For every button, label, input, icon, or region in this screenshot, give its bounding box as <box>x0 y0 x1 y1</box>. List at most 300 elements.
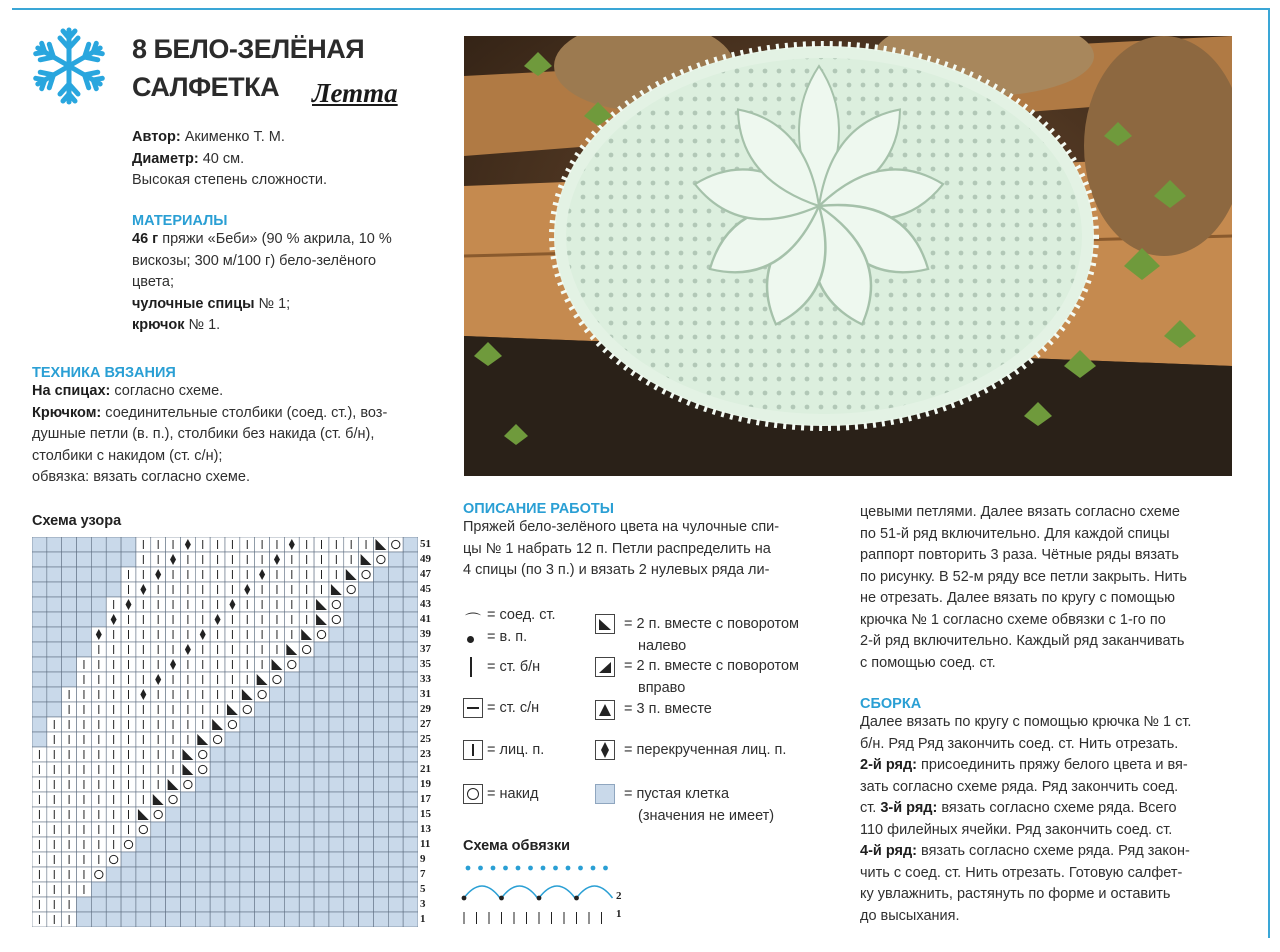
chart-cell <box>284 792 299 807</box>
chart-cell <box>344 642 359 657</box>
chart-cell <box>270 687 285 702</box>
chart-cell <box>270 792 285 807</box>
chart-cell <box>151 822 166 837</box>
chart-cell <box>403 897 418 912</box>
chart-row-number: 3 <box>420 898 426 910</box>
chart-cell <box>344 762 359 777</box>
edging-chain-mark <box>541 866 546 871</box>
legend-k2tog-right-2: вправо <box>638 680 686 696</box>
chart-cell <box>166 882 181 897</box>
chart-cell <box>47 657 62 672</box>
chart-cell <box>373 567 388 582</box>
chart-cell <box>388 747 403 762</box>
chart-cell <box>359 627 374 642</box>
chart-cell <box>388 627 403 642</box>
chart-cell <box>195 777 210 792</box>
chart-cell <box>240 747 255 762</box>
chart-cell <box>284 777 299 792</box>
chart-cell <box>195 852 210 867</box>
description-line-3: 4 спицы (по 3 п.) и вязать 2 нулевых ряда ли- <box>463 562 770 578</box>
chart-cell <box>284 672 299 687</box>
technique-hook-line-3: столбики с накидом (ст. с/н); <box>32 447 223 464</box>
chart-cell <box>388 717 403 732</box>
chart-cell <box>270 837 285 852</box>
chart-cell <box>195 837 210 852</box>
chart-cell <box>284 867 299 882</box>
chart-cell <box>359 912 374 927</box>
row4-line-4: до высыхания. <box>860 907 960 924</box>
chart-cell <box>180 822 195 837</box>
chart-cell <box>270 762 285 777</box>
chart-cell <box>255 822 270 837</box>
chart-cell <box>195 792 210 807</box>
chart-cell <box>62 612 77 627</box>
page-border-right <box>1268 8 1270 938</box>
chart-cell <box>344 867 359 882</box>
description-section <box>463 501 833 582</box>
chart-cell <box>47 672 62 687</box>
legend-double-crochet: = ст. с/н <box>487 700 540 716</box>
chart-cell <box>388 537 403 552</box>
chart-cell <box>388 732 403 747</box>
chart-cell <box>388 672 403 687</box>
chart-cell <box>255 687 270 702</box>
chart-cell <box>403 627 418 642</box>
chart-cell <box>106 852 121 867</box>
chart-cell <box>344 582 359 597</box>
technique-heading: ТЕХНИКА ВЯЗАНИЯ <box>32 365 176 381</box>
chart-row-number: 47 <box>420 568 431 580</box>
chart-cell <box>314 732 329 747</box>
chart-cell <box>195 762 210 777</box>
edging-chain-mark <box>503 866 508 871</box>
chart-cell <box>240 807 255 822</box>
chart-cell <box>359 837 374 852</box>
yarn-over-symbol <box>463 784 483 804</box>
chart-cell <box>403 807 418 822</box>
materials-heading: МАТЕРИАЛЫ <box>132 213 228 229</box>
chart-cell <box>344 747 359 762</box>
chart-cell <box>403 777 418 792</box>
chart-cell <box>359 882 374 897</box>
chart-cell <box>314 702 329 717</box>
chart-cell <box>136 882 151 897</box>
chart-cell <box>388 582 403 597</box>
chart-cell <box>373 612 388 627</box>
chain-symbol <box>467 636 474 643</box>
chart-cell <box>403 882 418 897</box>
chart-cell <box>373 672 388 687</box>
chart-cell <box>91 567 106 582</box>
chart-cell <box>373 687 388 702</box>
chart-cell <box>329 627 344 642</box>
chart-cell <box>373 777 388 792</box>
chart-cell <box>106 912 121 927</box>
chart-cell <box>240 732 255 747</box>
legend-slip-stitch: = соед. ст. <box>487 607 556 623</box>
row3-line-2: 110 филейных ячейки. Ряд закончить соед. ст. <box>860 821 1173 838</box>
chart-cell <box>329 837 344 852</box>
chart-cell <box>388 912 403 927</box>
technique-section <box>32 365 442 489</box>
chart-cell <box>77 642 92 657</box>
chart-cell <box>210 882 225 897</box>
legend-knit: = лиц. п. <box>487 742 545 758</box>
edging-chain-mark <box>466 866 471 871</box>
chart-cell <box>32 687 47 702</box>
chart-cell <box>388 822 403 837</box>
chart-cell <box>270 822 285 837</box>
chart-cell <box>255 852 270 867</box>
assembly-section <box>860 696 1226 927</box>
chart-cell <box>299 657 314 672</box>
pattern-chart <box>32 537 418 927</box>
chart-row-number: 1 <box>420 913 426 925</box>
chart-cell <box>106 552 121 567</box>
chart-cell <box>314 777 329 792</box>
chart-cell <box>151 852 166 867</box>
chart-row-number: 31 <box>420 688 431 700</box>
chart-cell <box>314 822 329 837</box>
chart-cell <box>373 642 388 657</box>
chart-cell <box>225 777 240 792</box>
chart-cell <box>77 537 92 552</box>
chart-cell <box>284 732 299 747</box>
chart-cell <box>270 852 285 867</box>
chart-cell <box>121 837 136 852</box>
chart-cell <box>225 867 240 882</box>
chart-cell <box>403 687 418 702</box>
edging-dot-mark <box>574 896 579 901</box>
chart-cell <box>344 807 359 822</box>
chart-cell <box>388 852 403 867</box>
single-crochet-symbol <box>470 657 472 677</box>
chart-cell <box>136 822 151 837</box>
chart-cell <box>344 657 359 672</box>
chart-cell <box>77 912 92 927</box>
title-line-1: 8 БЕЛО-ЗЕЛЁНАЯ <box>132 34 365 64</box>
chart-cell <box>180 882 195 897</box>
chart-cell <box>240 822 255 837</box>
chart-cell <box>373 747 388 762</box>
chart-cell <box>225 792 240 807</box>
chart-cell <box>388 897 403 912</box>
chart-cell <box>180 777 195 792</box>
edging-chain-mark <box>491 866 496 871</box>
chart-cell <box>329 747 344 762</box>
assembly-line-2: б/н. Ряд Ряд закончить соед. ст. Нить отрезать. <box>860 735 1179 752</box>
hook-label: крючок <box>132 317 185 333</box>
chart-cell <box>270 672 285 687</box>
chart-cell <box>299 642 314 657</box>
chart-cell <box>77 627 92 642</box>
chart-cell <box>373 822 388 837</box>
legend-empty-2: (значения не имеет) <box>638 808 775 824</box>
chart-cell <box>240 837 255 852</box>
chart-cell <box>255 807 270 822</box>
chart-cell <box>329 822 344 837</box>
chart-row-number: 17 <box>420 793 431 805</box>
chart-cell <box>32 627 47 642</box>
chart-cell <box>225 822 240 837</box>
chart-cell <box>210 747 225 762</box>
chart-cell <box>299 747 314 762</box>
legend-k2tog-left-2: налево <box>638 638 687 654</box>
chart-cell <box>240 762 255 777</box>
chart-cell <box>299 687 314 702</box>
chart-cell <box>299 882 314 897</box>
chart-cell <box>195 747 210 762</box>
chart-cell <box>151 897 166 912</box>
chart-cell <box>32 597 47 612</box>
chart-cell <box>329 882 344 897</box>
info-block <box>132 127 442 192</box>
pattern-chart-grid <box>32 537 418 927</box>
chart-cell <box>344 612 359 627</box>
chart-cell <box>388 612 403 627</box>
chart-cell <box>329 762 344 777</box>
edging-arc-mark <box>577 886 613 898</box>
chart-cell <box>47 537 62 552</box>
chart-cell <box>299 807 314 822</box>
continuation-line-4: по рисунку. В 52-м ряду все петли закрыть. Нить <box>860 568 1187 585</box>
edging-row-1: 1 <box>616 908 622 920</box>
edging-chain-mark <box>516 866 521 871</box>
chart-cell <box>403 537 418 552</box>
chart-row-number: 9 <box>420 853 426 865</box>
chart-cell <box>373 837 388 852</box>
chart-row-number: 37 <box>420 643 431 655</box>
chart-cell <box>373 657 388 672</box>
chart-cell <box>359 612 374 627</box>
edging-chain-mark <box>603 866 608 871</box>
chart-cell <box>136 867 151 882</box>
chart-cell <box>284 882 299 897</box>
chart-cell <box>32 657 47 672</box>
k3tog-symbol <box>595 700 615 720</box>
chart-cell <box>388 597 403 612</box>
chart-cell <box>255 717 270 732</box>
edging-dot-mark <box>537 896 542 901</box>
chart-cell <box>403 552 418 567</box>
chart-cell <box>270 897 285 912</box>
chart-cell <box>47 567 62 582</box>
chart-cell <box>166 822 181 837</box>
chart-cell <box>151 912 166 927</box>
chart-row-number: 41 <box>420 613 431 625</box>
chart-cell <box>255 882 270 897</box>
chart-cell <box>166 912 181 927</box>
chart-cell <box>314 627 329 642</box>
chart-cell <box>344 732 359 747</box>
chart-cell <box>299 867 314 882</box>
chart-cell <box>388 567 403 582</box>
chart-cell <box>195 867 210 882</box>
chart-cell <box>91 867 106 882</box>
chart-cell <box>210 837 225 852</box>
technique-needles-value: согласно схеме. <box>114 383 224 399</box>
chart-cell <box>329 867 344 882</box>
chart-cell <box>225 747 240 762</box>
row2-label: 2-й ряд: <box>860 757 917 773</box>
needles-label: чулочные спицы <box>132 295 255 312</box>
chart-row-number: 19 <box>420 778 431 790</box>
chart-cell <box>255 747 270 762</box>
chart-cell <box>195 822 210 837</box>
chart-cell <box>359 702 374 717</box>
knit-symbol <box>463 740 483 760</box>
chart-cell <box>225 732 240 747</box>
chart-cell <box>299 837 314 852</box>
edging-chain-mark <box>478 866 483 871</box>
continuation-line-1: цевыми петлями. Далее вязать согласно схеме <box>860 504 1180 520</box>
chart-cell <box>388 882 403 897</box>
chart-cell <box>329 732 344 747</box>
chart-row-number: 29 <box>420 703 431 715</box>
edging-row-2: 2 <box>616 890 622 902</box>
chart-cell <box>329 657 344 672</box>
chart-cell <box>240 717 255 732</box>
chart-cell <box>240 897 255 912</box>
continuation-line-6: крючка № 1 согласно схеме обвязки с 1-го по <box>860 611 1166 628</box>
chart-cell <box>373 792 388 807</box>
chart-cell <box>403 867 418 882</box>
chart-cell <box>329 612 344 627</box>
chart-cell <box>106 567 121 582</box>
chart-row-number: 25 <box>420 733 431 745</box>
chart-cell <box>403 762 418 777</box>
chart-cell <box>314 792 329 807</box>
right-column-text <box>860 502 1226 674</box>
chart-cell <box>403 582 418 597</box>
chart-cell <box>106 897 121 912</box>
chart-cell <box>314 852 329 867</box>
chart-cell <box>344 912 359 927</box>
chart-cell <box>388 642 403 657</box>
chart-cell <box>255 912 270 927</box>
chart-cell <box>344 792 359 807</box>
chart-cell <box>329 672 344 687</box>
chart-cell <box>344 897 359 912</box>
chart-cell <box>180 807 195 822</box>
chart-cell <box>373 762 388 777</box>
chart-cell <box>77 597 92 612</box>
chart-cell <box>284 657 299 672</box>
chart-cell <box>314 807 329 822</box>
chart-cell <box>210 732 225 747</box>
chart-cell <box>284 687 299 702</box>
chart-cell <box>47 552 62 567</box>
chart-cell <box>403 612 418 627</box>
chart-cell <box>344 882 359 897</box>
chart-cell <box>32 732 47 747</box>
chart-cell <box>106 582 121 597</box>
chart-cell <box>344 627 359 642</box>
slip-stitch-symbol: ⌒ <box>465 613 482 630</box>
chart-heading: Схема узора <box>32 513 122 529</box>
chart-cell <box>47 582 62 597</box>
chart-cell <box>47 612 62 627</box>
chart-row-number: 23 <box>420 748 431 760</box>
chart-cell <box>388 762 403 777</box>
chart-cell <box>180 897 195 912</box>
legend-k2tog-left-1: = 2 п. вместе с поворотом <box>624 616 800 632</box>
chart-cell <box>240 792 255 807</box>
page-border-top <box>12 8 1270 10</box>
chart-cell <box>255 762 270 777</box>
chart-cell <box>210 777 225 792</box>
chart-cell <box>359 582 374 597</box>
chart-row-number: 39 <box>420 628 431 640</box>
chart-cell <box>136 912 151 927</box>
chart-cell <box>359 867 374 882</box>
chart-cell <box>136 852 151 867</box>
chart-cell <box>225 837 240 852</box>
continuation-line-7: 2-й ряд включительно. Каждый ряд заканчивать <box>860 633 1185 649</box>
chart-cell <box>344 702 359 717</box>
chart-cell <box>359 672 374 687</box>
chart-cell <box>225 852 240 867</box>
chart-cell <box>388 657 403 672</box>
chart-cell <box>62 672 77 687</box>
chart-row-number: 11 <box>420 838 431 850</box>
chart-cell <box>255 777 270 792</box>
double-crochet-symbol <box>463 698 483 718</box>
chart-cell <box>210 822 225 837</box>
chart-cell <box>136 837 151 852</box>
chart-cell <box>403 732 418 747</box>
chart-cell <box>121 537 136 552</box>
chart-cell <box>180 837 195 852</box>
chart-cell <box>373 882 388 897</box>
title-line-2: САЛФЕТКА <box>132 72 280 102</box>
chart-cell <box>373 627 388 642</box>
assembly-heading: СБОРКА <box>860 696 922 712</box>
chart-cell <box>121 852 136 867</box>
chart-cell <box>255 837 270 852</box>
chart-cell <box>359 852 374 867</box>
chart-cell <box>32 582 47 597</box>
legend-chain: = в. п. <box>487 629 528 645</box>
chart-cell <box>359 657 374 672</box>
chart-cell <box>373 867 388 882</box>
chart-cell <box>284 852 299 867</box>
chart-cell <box>314 867 329 882</box>
chart-cell <box>136 897 151 912</box>
chart-cell <box>403 567 418 582</box>
assembly-line-1: Далее вязать по кругу с помощью крючка № 1 ст. <box>860 714 1192 730</box>
row2-text: присоединить пряжу белого цвета и вя- <box>921 757 1188 773</box>
chart-cell <box>62 567 77 582</box>
chart-cell <box>270 807 285 822</box>
chart-cell <box>151 867 166 882</box>
chart-cell <box>403 657 418 672</box>
chart-cell <box>284 762 299 777</box>
chart-cell <box>240 777 255 792</box>
chart-cell <box>121 897 136 912</box>
chart-cell <box>299 912 314 927</box>
chart-cell <box>329 792 344 807</box>
chart-cell <box>91 597 106 612</box>
row3-text: вязать согласно схеме ряда. Всего <box>941 800 1177 816</box>
row4-label: 4-й ряд: <box>860 843 917 859</box>
chart-cell <box>388 807 403 822</box>
chart-cell <box>314 762 329 777</box>
chart-row-number: 15 <box>420 808 431 820</box>
chart-cell <box>299 777 314 792</box>
chart-cell <box>388 552 403 567</box>
technique-hook-line-2: душные петли (в. п.), столбики без накида (ст. б/н), <box>32 426 375 442</box>
